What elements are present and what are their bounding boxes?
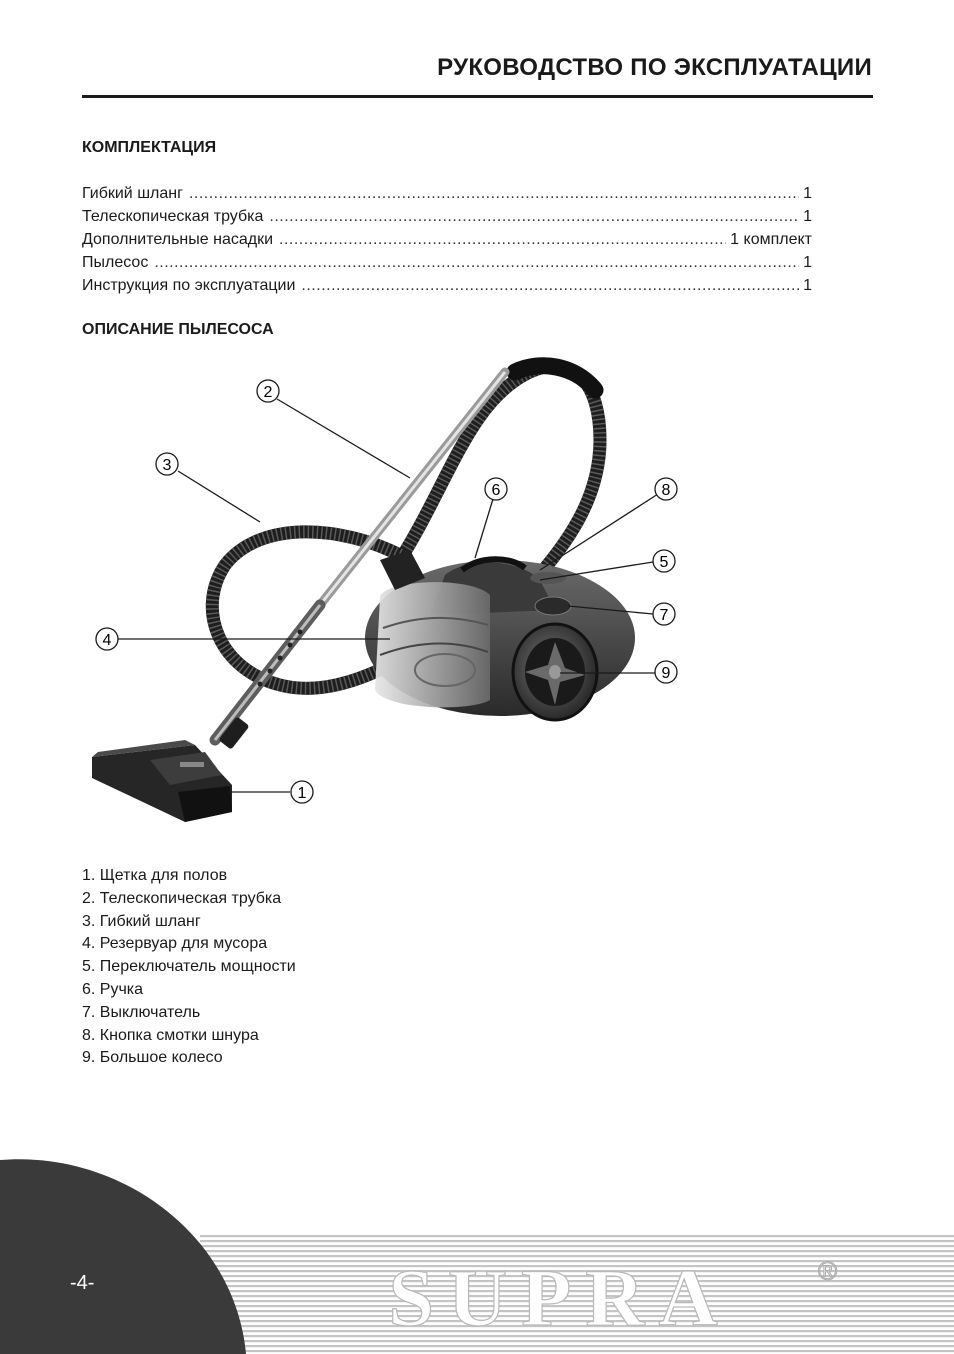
list-item: 6. Ручка [82,980,144,998]
leader-dots [301,274,799,297]
leader-dots [154,251,799,274]
brand-logo: SUPRA [388,1252,732,1343]
kit-item-qty: 1 [803,254,812,271]
parts-list [82,865,296,1070]
vacuum-body [365,550,635,720]
callout-9 [655,661,677,683]
list-item: 1. Щетка для полов [82,867,228,884]
list-item: 2. Телескопическая трубка [82,889,282,907]
leader-dots [279,228,726,251]
page-title: РУКОВОДСТВО ПО ЭКСПЛУАТАЦИИ [437,54,872,81]
kit-item [82,251,812,274]
callout-6 [485,478,507,500]
list-item: 4. Резервуар для мусора [82,935,268,953]
svg-text:1: 1 [297,785,307,802]
svg-text:3: 3 [162,457,172,474]
svg-text:6: 6 [491,482,501,499]
vacuum-diagram [0,340,954,840]
kit-item-name: Пылесос [82,254,149,271]
callout-3 [156,453,178,475]
callout-8 [655,478,677,500]
callout-2 [257,380,279,402]
svg-text:5: 5 [659,554,669,571]
svg-text:2: 2 [263,384,273,401]
callout-4 [96,628,118,650]
list-item: 9. Большое колесо [82,1049,223,1067]
page-number: -4- [70,1272,95,1294]
kit-item-name: Инструкция по эксплуатации [82,277,296,294]
callout-7 [653,603,675,625]
cord-rewind-button [530,572,566,584]
svg-text:7: 7 [659,607,669,624]
telescopic-tube-lower-shine [215,605,320,740]
page-corner-shape [0,1159,246,1354]
floor-brush [92,740,232,822]
list-item: 5. Переключатель мощности [82,958,296,976]
kit-heading: КОМПЛЕКТАЦИЯ [82,139,217,156]
callout-1 [291,781,313,803]
svg-text:8: 8 [661,482,671,499]
leader-dots [269,205,799,228]
dust-bin [375,582,490,707]
kit-item-name: Дополнительные насадки [82,231,274,248]
kit-item-qty: 1 [803,277,812,294]
kit-list [82,182,812,297]
kit-item-qty: 1 комплект [730,231,812,248]
kit-item [82,182,812,205]
kit-item [82,274,812,297]
leader-dots [189,182,799,205]
footer-brand-band [0,1150,954,1354]
kit-item [82,205,812,228]
list-item: 7. Выключатель [82,1003,201,1021]
kit-item-name: Телескопическая трубка [82,208,264,225]
list-item: 8. Кнопка смотки шнура [82,1026,259,1044]
list-item: 3. Гибкий шланг [82,912,201,930]
kit-item-name: Гибкий шланг [82,185,183,202]
kit-item-qty: 1 [803,208,812,225]
header-divider [82,95,873,98]
kit-item [82,228,812,251]
registered-mark: ® [818,1256,838,1286]
kit-item-qty: 1 [803,185,812,202]
description-heading: ОПИСАНИЕ ПЫЛЕСОСА [82,321,274,338]
power-switch-button [535,597,571,615]
svg-text:9: 9 [661,665,671,682]
svg-text:4: 4 [102,632,112,649]
callout-5 [653,550,675,572]
